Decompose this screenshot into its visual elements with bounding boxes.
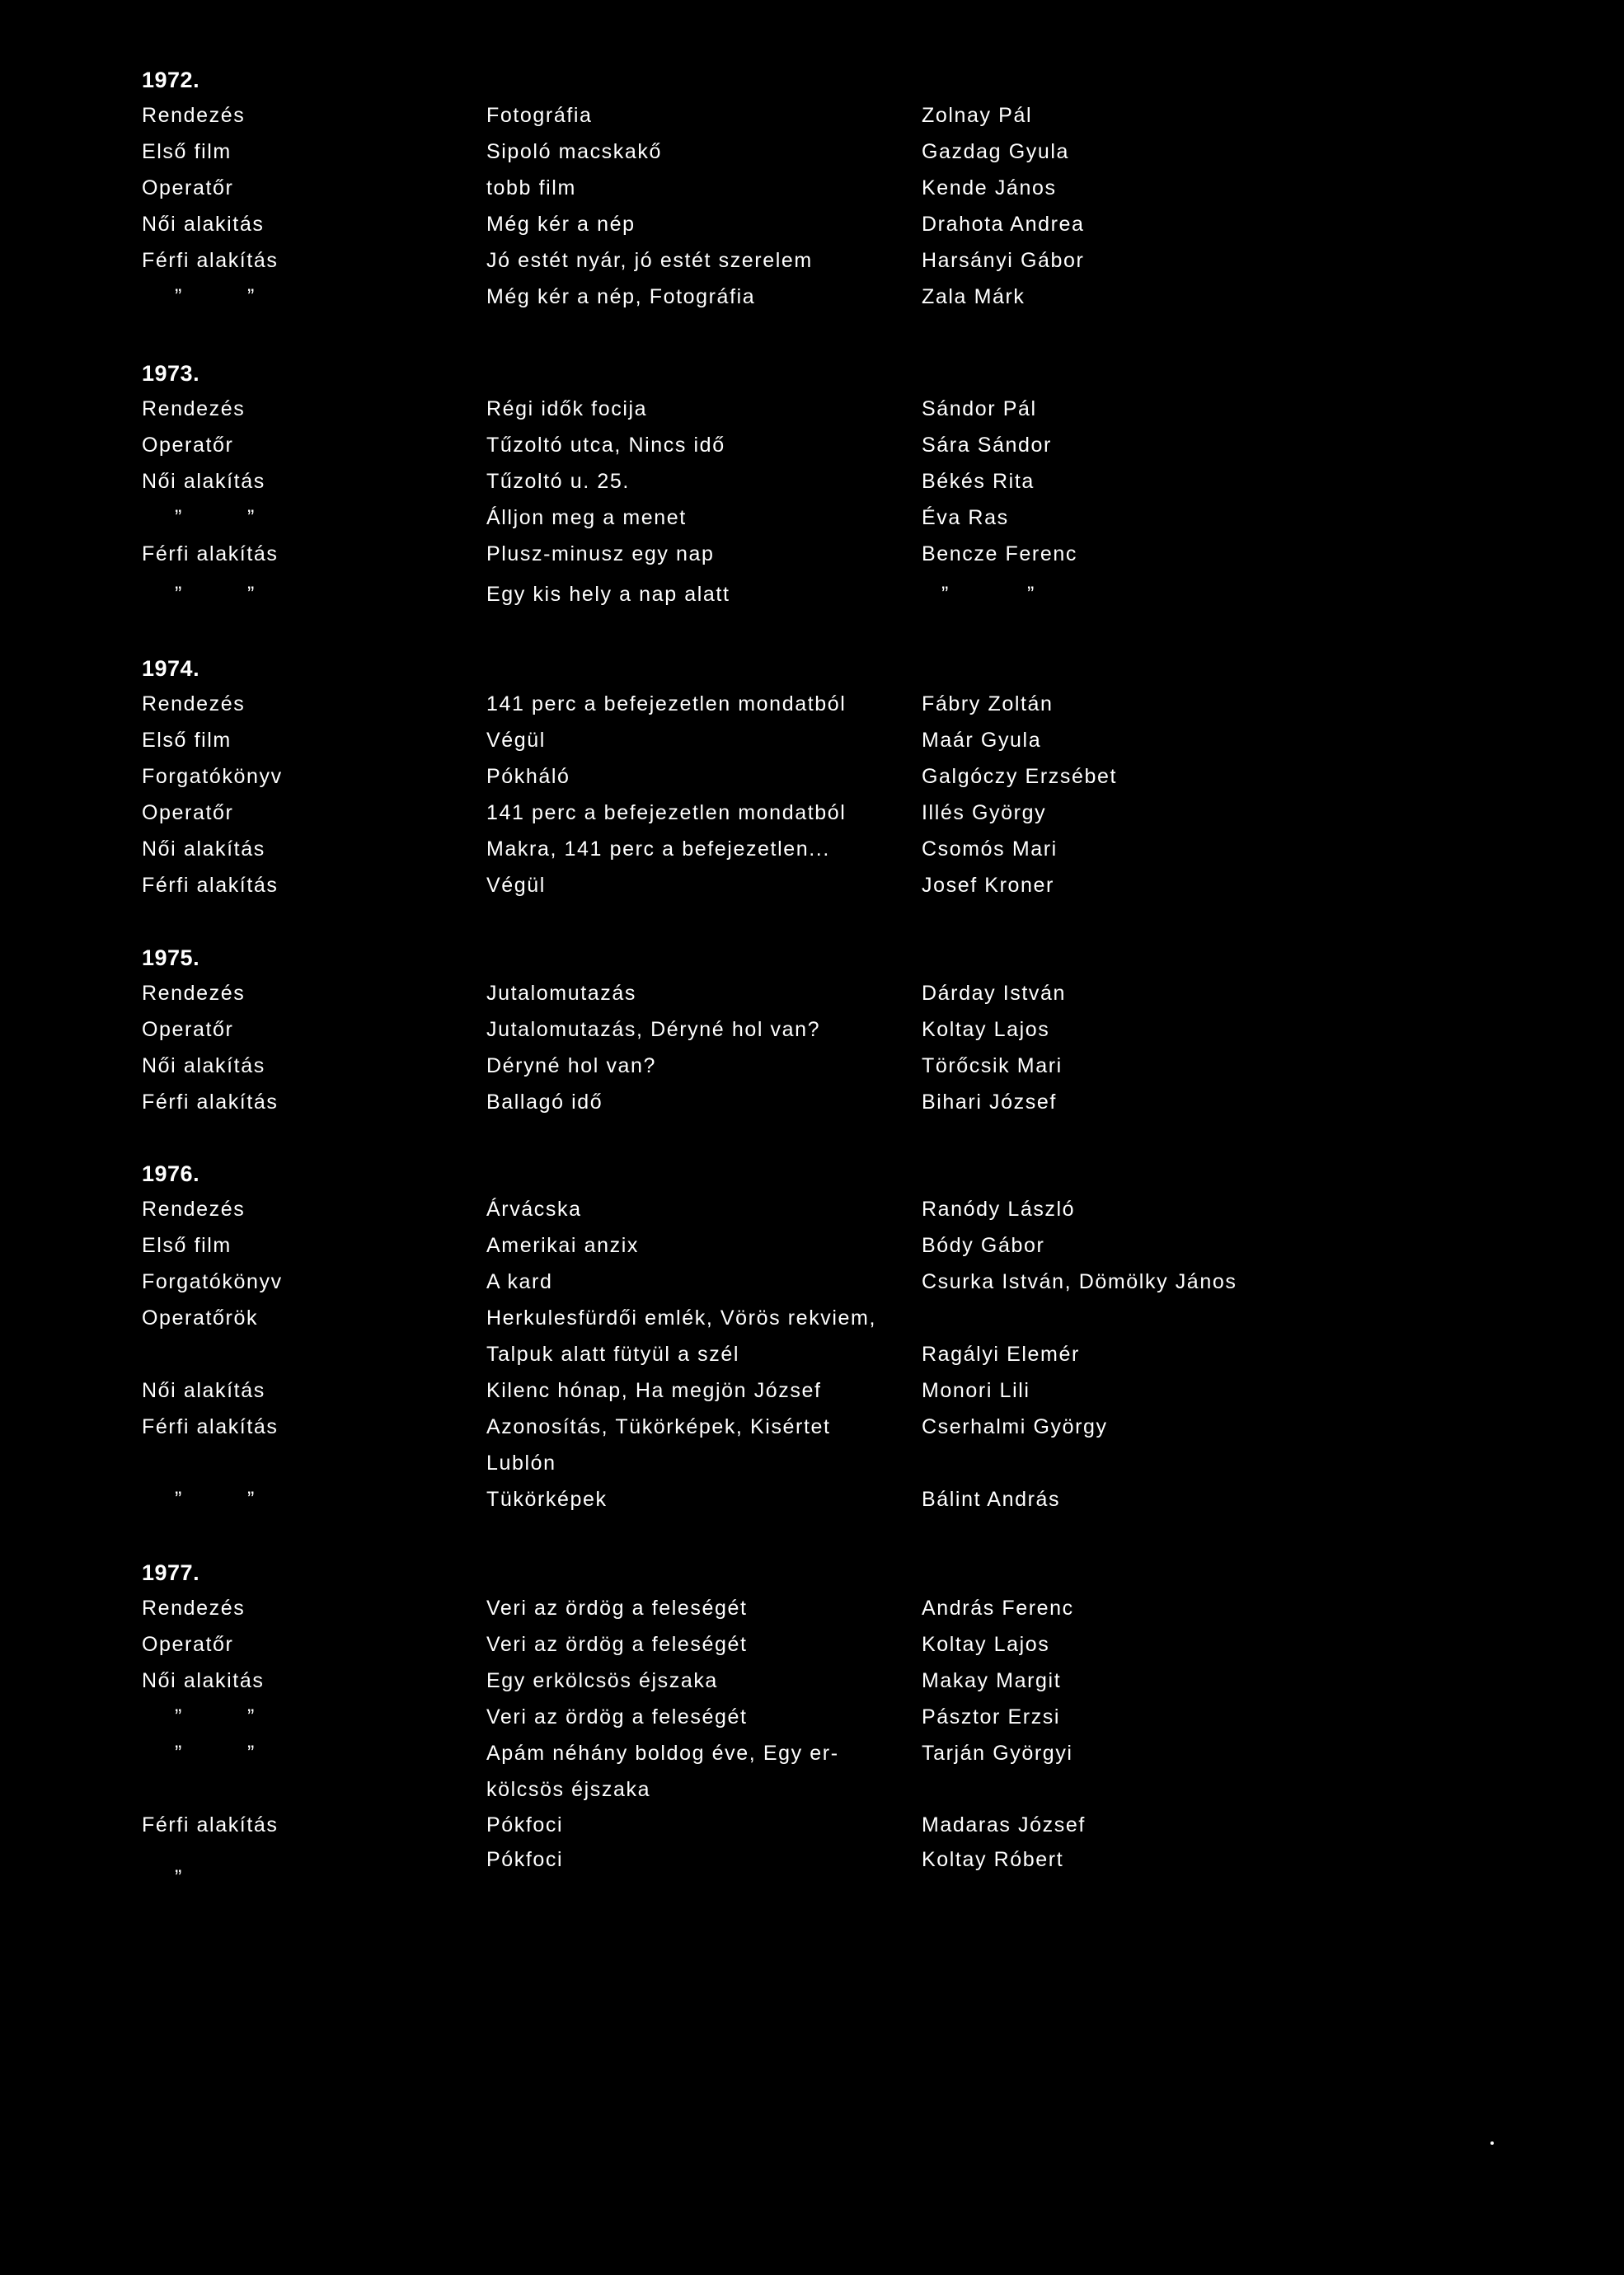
award-category: Rendezés [142, 397, 246, 420]
film-title: Amerikai anzix [486, 1234, 639, 1257]
award-row [0, 1053, 1624, 1086]
award-category: Operatőr [142, 1018, 234, 1041]
ditto-mark: ” [247, 1742, 255, 1765]
film-title: Végül [486, 729, 546, 752]
award-row [0, 469, 1624, 502]
award-row [0, 1705, 1624, 1738]
award-row [0, 692, 1624, 725]
award-category: Férfi alakítás [142, 249, 279, 272]
film-title: Tükörképek [486, 1488, 608, 1511]
film-title: kölcsös éjszaka [486, 1778, 651, 1801]
winner-name: Bálint András [922, 1488, 1061, 1511]
award-row [0, 176, 1624, 209]
winner-name: Madaras József [922, 1813, 1086, 1836]
film-title: Talpuk alatt fütyül a szél [486, 1343, 740, 1366]
award-row [0, 764, 1624, 797]
film-title: Lublón [486, 1452, 556, 1475]
film-title: Árvácska [486, 1198, 582, 1221]
award-category: Operatőr [142, 176, 234, 199]
award-row [0, 542, 1624, 575]
award-category: Női alakítás [142, 1054, 265, 1077]
award-category: Forgatókönyv [142, 765, 283, 788]
ditto-mark: ” [247, 1488, 255, 1511]
film-title: Sipoló macskakő [486, 140, 662, 163]
award-row [0, 1378, 1624, 1411]
award-category: Férfi alakítás [142, 1091, 279, 1114]
award-row [0, 139, 1624, 172]
award-row [0, 505, 1624, 538]
film-title: Tűzoltó u. 25. [486, 470, 630, 493]
winner-name: Bencze Ferenc [922, 542, 1077, 565]
award-row [0, 1487, 1624, 1520]
film-title: Jó estét nyár, jó estét szerelem [486, 249, 813, 272]
award-category: Rendezés [142, 1198, 246, 1221]
winner-name: Drahota Andrea [922, 213, 1085, 236]
film-title: tobb film [486, 176, 576, 199]
ditto-mark: ” [247, 285, 255, 308]
winner-name: Galgóczy Erzsébet [922, 765, 1118, 788]
winner-name: Bihari József [922, 1091, 1057, 1114]
award-row [0, 1414, 1624, 1447]
film-title: Veri az ördög a feleségét [486, 1597, 748, 1620]
scan-speck [1490, 2141, 1494, 2145]
ditto-mark: ” [175, 583, 182, 606]
winner-name: Sándor Pál [922, 397, 1037, 420]
film-title: Déryné hol van? [486, 1054, 657, 1077]
film-title: A kard [486, 1270, 553, 1293]
winner-name: Gazdag Gyula [922, 140, 1070, 163]
award-row [0, 103, 1624, 136]
winner-name: Dárday István [922, 982, 1067, 1005]
film-title: Makra, 141 perc a befejezetlen... [486, 837, 830, 861]
award-row [0, 800, 1624, 833]
award-row [0, 212, 1624, 245]
award-row [0, 837, 1624, 870]
award-category: Női alakítás [142, 1379, 265, 1402]
award-row [0, 396, 1624, 429]
film-title: Apám néhány boldog éve, Egy er- [486, 1742, 839, 1765]
award-row [0, 1741, 1624, 1774]
ditto-mark: ” [175, 506, 182, 529]
winner-name: Monori Lili [922, 1379, 1030, 1402]
ditto-mark: ” [247, 1705, 255, 1729]
film-title: Veri az ördög a feleségét [486, 1633, 748, 1656]
year-heading: 1972. [142, 68, 200, 92]
winner-name: Bódy Gábor [922, 1234, 1045, 1257]
winner-name: Cserhalmi György [922, 1415, 1108, 1438]
award-row [0, 433, 1624, 466]
film-title: Veri az ördög a feleségét [486, 1705, 748, 1729]
winner-name: Koltay Lajos [922, 1633, 1050, 1656]
winner-name: Pásztor Erzsi [922, 1705, 1061, 1729]
ditto-mark: ” [1027, 583, 1035, 606]
ditto-mark: ” [175, 285, 182, 308]
film-title: Fotográfia [486, 104, 593, 127]
award-category: Férfi alakítás [142, 874, 279, 897]
ditto-mark: ” [247, 583, 255, 606]
winner-name: Harsányi Gábor [922, 249, 1085, 272]
award-row [0, 1342, 1624, 1375]
film-title: Tűzoltó utca, Nincs idő [486, 434, 725, 457]
award-category: Operatőr [142, 434, 234, 457]
award-category: Férfi alakítás [142, 542, 279, 565]
award-category: Rendezés [142, 982, 246, 1005]
winner-name: Koltay Lajos [922, 1018, 1050, 1041]
award-row [0, 1269, 1624, 1302]
film-title: Plusz-minusz egy nap [486, 542, 715, 565]
award-row [0, 248, 1624, 281]
award-row [0, 1777, 1624, 1810]
film-title: Végül [486, 874, 546, 897]
film-title: 141 perc a befejezetlen mondatból [486, 801, 847, 824]
award-row [0, 1090, 1624, 1123]
year-heading: 1976. [142, 1161, 200, 1186]
winner-name: Sára Sándor [922, 434, 1052, 457]
film-title: Még kér a nép, Fotográfia [486, 285, 756, 308]
winner-name: Törőcsik Mari [922, 1054, 1063, 1077]
ditto-mark: ” [175, 1742, 182, 1765]
award-row [0, 981, 1624, 1014]
award-category: Forgatókönyv [142, 1270, 283, 1293]
award-category: Női alakitás [142, 213, 265, 236]
winner-name: Josef Kroner [922, 874, 1054, 897]
award-row [0, 1017, 1624, 1050]
year-heading: 1973. [142, 361, 200, 386]
award-row [0, 1632, 1624, 1665]
winner-name: Maár Gyula [922, 729, 1042, 752]
film-title: Álljon meg a menet [486, 506, 687, 529]
winner-name: Békés Rita [922, 470, 1035, 493]
award-category: Operatőr [142, 1633, 234, 1656]
award-row [0, 728, 1624, 761]
award-category: Férfi alakítás [142, 1813, 279, 1836]
year-heading: 1977. [142, 1560, 200, 1585]
award-row [0, 1668, 1624, 1701]
award-row [0, 1596, 1624, 1629]
award-category: Női alakítás [142, 470, 265, 493]
film-title: 141 perc a befejezetlen mondatból [486, 692, 847, 715]
film-title: Pókháló [486, 765, 570, 788]
award-category: Első film [142, 729, 232, 752]
winner-name: Ragályi Elemér [922, 1343, 1080, 1366]
award-row [0, 1197, 1624, 1230]
award-row [0, 284, 1624, 317]
award-row [0, 1865, 1624, 1898]
winner-name: Illés György [922, 801, 1047, 824]
award-category: Rendezés [142, 1597, 246, 1620]
ditto-mark: ” [175, 1705, 182, 1729]
winner-name: Csomós Mari [922, 837, 1058, 861]
ditto-mark: ” [175, 1488, 182, 1511]
award-category: Első film [142, 140, 232, 163]
award-category: Rendezés [142, 692, 246, 715]
winner-name: Zala Márk [922, 285, 1026, 308]
award-category: Rendezés [142, 104, 246, 127]
ditto-mark: ” [941, 583, 949, 606]
film-title: Jutalomutazás, Déryné hol van? [486, 1018, 821, 1041]
year-heading: 1974. [142, 656, 200, 681]
award-category: Első film [142, 1234, 232, 1257]
winner-name: Makay Margit [922, 1669, 1062, 1692]
award-category: Operatőrök [142, 1306, 259, 1330]
winner-name: Zolnay Pál [922, 104, 1033, 127]
film-title: Azonosítás, Tükörképek, Kisértet [486, 1415, 831, 1438]
film-title: Még kér a nép [486, 213, 636, 236]
winner-name: Csurka István, Dömölky János [922, 1270, 1237, 1293]
ditto-mark: ” [247, 506, 255, 529]
winner-name: Éva Ras [922, 506, 1009, 529]
award-category: Női alakítás [142, 837, 265, 861]
film-title: Egy kis hely a nap alatt [486, 583, 730, 606]
award-category: Férfi alakítás [142, 1415, 279, 1438]
year-heading: 1975. [142, 945, 200, 970]
film-title: Egy erkölcsös éjszaka [486, 1669, 718, 1692]
award-category: Női alakitás [142, 1669, 265, 1692]
winner-name: Koltay Róbert [922, 1848, 1064, 1871]
film-title: Herkulesfürdői emlék, Vörös rekviem, [486, 1306, 877, 1330]
award-row [0, 1813, 1624, 1846]
award-row [0, 582, 1624, 615]
winner-name: András Ferenc [922, 1597, 1074, 1620]
award-row [0, 1233, 1624, 1266]
film-title: Ballagó idő [486, 1091, 603, 1114]
award-row [0, 873, 1624, 906]
winner-name: Tarján Györgyi [922, 1742, 1073, 1765]
award-row [0, 1451, 1624, 1484]
ditto-mark: ” [175, 1866, 182, 1889]
winner-name: Ranódy László [922, 1198, 1076, 1221]
film-title: Kilenc hónap, Ha megjön József [486, 1379, 822, 1402]
award-row [0, 1306, 1624, 1339]
winner-name: Kende János [922, 176, 1057, 199]
film-title: Pókfoci [486, 1813, 564, 1836]
film-title: Jutalomutazás [486, 982, 636, 1005]
winner-name: Fábry Zoltán [922, 692, 1054, 715]
film-title: Pókfoci [486, 1848, 564, 1871]
award-category: Operatőr [142, 801, 234, 824]
film-title: Régi idők focija [486, 397, 648, 420]
